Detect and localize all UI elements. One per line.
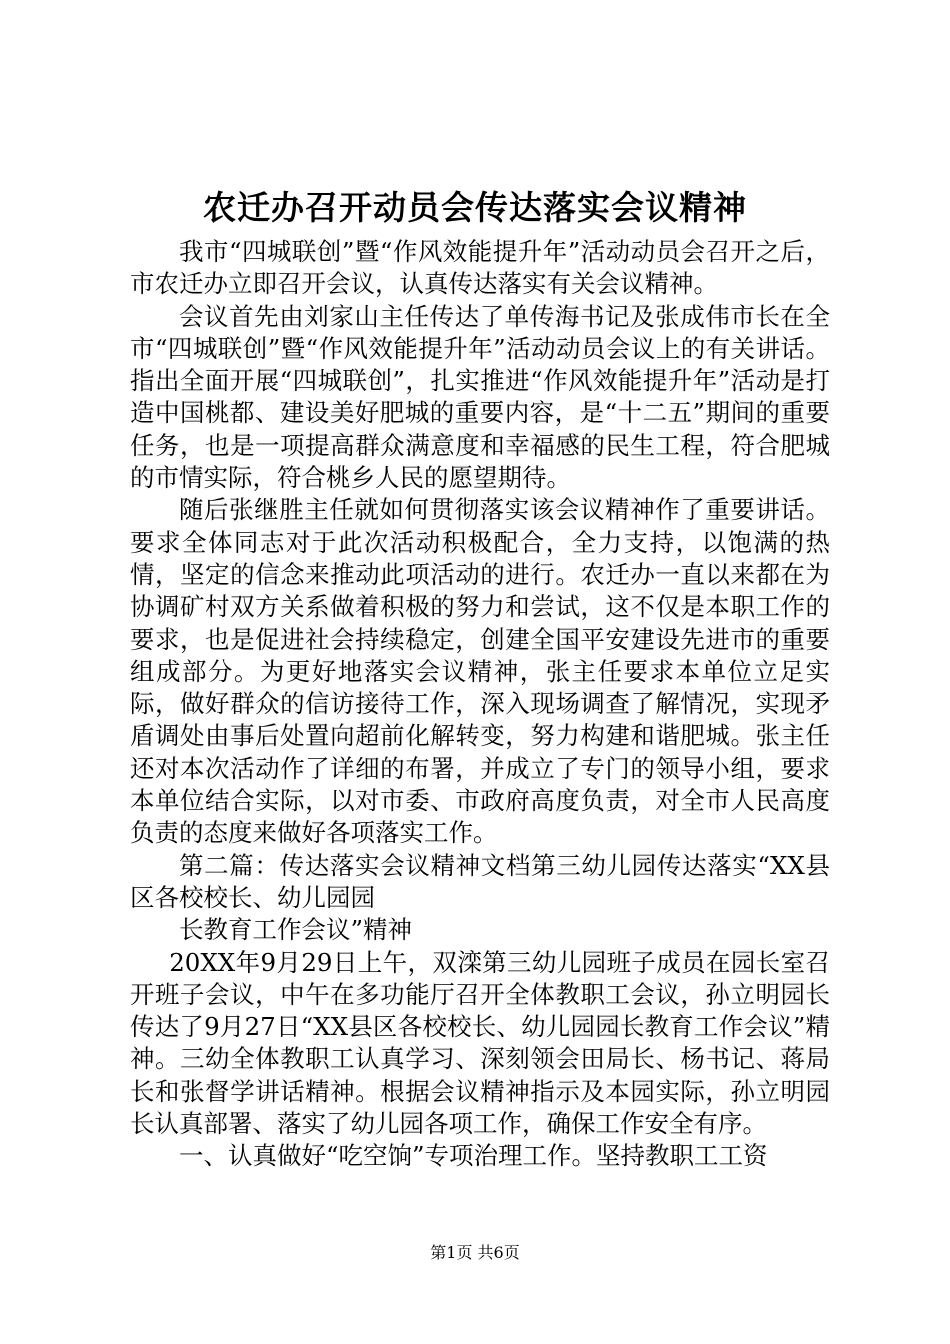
section-2-paragraph-2: 一、认真做好“吃空饷”专项治理工作。坚持教职工工资 bbox=[179, 1141, 768, 1171]
document-title: 农迁办召开动员会传达落实会议精神 bbox=[203, 188, 747, 227]
paragraph-1: 我市“四城联创”暨“作风效能提升年”活动动员会召开之后，市农迁办立即召开会议，认真传达落实有关会议精神。 bbox=[130, 237, 830, 299]
paragraph-2: 会议首先由刘家山主任传达了单传海书记及张成伟市长在全市“四城联创”暨“作风效能提升年”活动动员会议上的有关讲话。指出全面开展“四城联创”，扎实推进“作风效能提升年”活动是打造中国桃都、建设美好肥城的重要内容，是“十二五”期间的重要任务，也是一项提高群众满意度和幸福感的民生工程，符合肥城的市情实际，符合桃乡人民的愿望期待。 bbox=[130, 301, 830, 493]
section-2-paragraph-1: 20XX年9月29日上午，双滦第三幼儿园班子成员在园长室召开班子会议，中午在多功能厅召开全体教职工会议，孙立明园长传达了9月27日“XX县区各校校长、幼儿园园长教育工作会议”精神。三幼全体教职工认真学习、深刻领会田局长、杨书记、蒋局长和张督学讲话精神。根据会议精神指示及本园实际，孙立明园长认真部署、落实了幼儿园各项工作，确保工作安全有序。 bbox=[130, 947, 830, 1139]
document-body bbox=[130, 236, 830, 1173]
section-2-heading: 第二篇：传达落实会议精神文档第三幼儿园传达落实“XX县区各校校长、幼儿园园 bbox=[130, 850, 830, 912]
paragraph-3: 随后张继胜主任就如何贯彻落实该会议精神作了重要讲话。要求全体同志对于此次活动积极配合，全力支持，以饱满的热情，坚定的信念来推动此项活动的进行。农迁办一直以来都在为协调矿村双方关系做着积极的努力和尝试，这不仅是本职工作的要求，也是促进社会持续稳定，创建全国平安建设先进市的重要组成部分。为更好地落实会议精神，张主任要求本单位立足实际，做好群众的信访接待工作，深入现场调查了解情况，实现矛盾调处由事后处置向超前化解转变，努力构建和谐肥城。张主任还对本次活动作了详细的布署，并成立了专门的领导小组，要求本单位结合实际，以对市委、市政府高度负责，对全市人民高度负责的态度来做好各项落实工作。 bbox=[130, 495, 830, 848]
section-2-heading-continued: 长教育工作会议”精神 bbox=[179, 915, 413, 945]
page-number-footer: 第1页 共6页 bbox=[430, 1243, 520, 1262]
